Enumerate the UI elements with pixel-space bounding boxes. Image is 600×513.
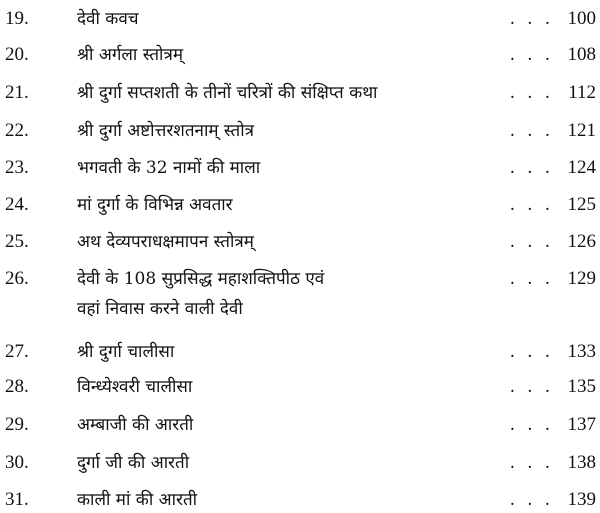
- entry-page-number: 121: [567, 120, 596, 141]
- dot-leader: . . .: [510, 44, 554, 65]
- entry-number: 30.: [5, 452, 29, 473]
- entry-number: 27.: [5, 341, 29, 362]
- dot-leader: . . .: [510, 194, 554, 215]
- toc-entry-26[interactable]: [0, 268, 600, 322]
- entry-title[interactable]: श्री दुर्गा सप्तशती के तीनों चरित्रों की संक्षिप्त कथा: [77, 83, 378, 103]
- dot-leader: . . .: [510, 82, 554, 103]
- dot-leader: . . .: [510, 157, 554, 178]
- entry-number: 25.: [5, 231, 29, 252]
- entry-title[interactable]: श्री अर्गला स्तोत्रम्: [77, 45, 183, 65]
- entry-number: 21.: [5, 82, 29, 103]
- entry-page-number: 126: [567, 231, 596, 252]
- entry-number: 24.: [5, 194, 29, 215]
- entry-title-continued[interactable]: वहां निवास करने वाली देवी: [77, 299, 243, 319]
- dot-leader: . . .: [510, 414, 554, 435]
- entry-page-number: 137: [567, 414, 596, 435]
- entry-number: 20.: [5, 44, 29, 65]
- entry-page-number: 133: [567, 341, 596, 362]
- entry-title[interactable]: श्री दुर्गा अष्टोत्तरशतनाम् स्तोत्र: [77, 121, 255, 141]
- entry-number: 23.: [5, 157, 29, 178]
- entry-title[interactable]: अम्बाजी की आरती: [77, 415, 194, 435]
- dot-leader: . . .: [510, 8, 554, 29]
- entry-title[interactable]: विन्ध्येश्वरी चालीसा: [77, 377, 193, 397]
- entry-page-number: 135: [567, 376, 596, 397]
- entry-title[interactable]: अथ देव्यपराधक्षमापन स्तोत्रम्: [77, 232, 254, 252]
- entry-title[interactable]: मां दुर्गा के विभिन्न अवतार: [77, 195, 233, 215]
- entry-page-number: 125: [567, 194, 596, 215]
- entry-number: 26.: [5, 268, 29, 289]
- entry-page-number: 138: [567, 452, 596, 473]
- entry-number: 19.: [5, 8, 29, 29]
- dot-leader: . . .: [510, 231, 554, 252]
- dot-leader: . . .: [510, 376, 554, 397]
- dot-leader: . . .: [510, 341, 554, 362]
- entry-title[interactable]: दुर्गा जी की आरती: [77, 453, 190, 473]
- dot-leader: . . .: [510, 120, 554, 141]
- entry-title[interactable]: श्री दुर्गा चालीसा: [77, 342, 175, 362]
- entry-page-number: 124: [567, 157, 596, 178]
- entry-title[interactable]: भगवती के 32 नामों की माला: [77, 158, 261, 178]
- entry-page-number: 139: [567, 489, 596, 510]
- entry-page-number: 129: [567, 268, 596, 289]
- entry-number: 22.: [5, 120, 29, 141]
- dot-leader: . . .: [510, 489, 554, 510]
- entry-page-number: 100: [567, 8, 596, 29]
- entry-number: 29.: [5, 414, 29, 435]
- entry-page-number: 112: [568, 82, 596, 103]
- entry-page-number: 108: [567, 44, 596, 65]
- entry-title[interactable]: देवी के 108 सुप्रसिद्ध महाशक्तिपीठ एवं: [77, 269, 325, 289]
- dot-leader: . . .: [510, 268, 554, 289]
- dot-leader: . . .: [510, 452, 554, 473]
- entry-number: 31.: [5, 489, 29, 510]
- entry-number: 28.: [5, 376, 29, 397]
- entry-title[interactable]: देवी कवच: [77, 9, 139, 29]
- entry-title[interactable]: काली मां की आरती: [77, 490, 198, 510]
